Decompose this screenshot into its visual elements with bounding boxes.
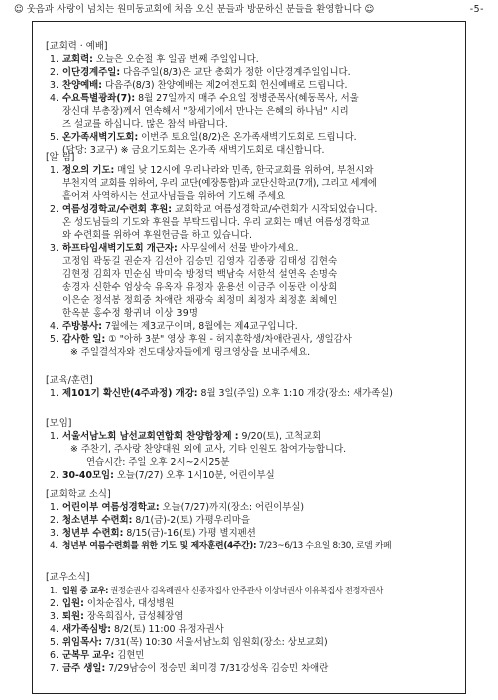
page-number: -5- (469, 4, 484, 15)
list-item: 2. 이단경계주일: 다음주일(8/3)은 교단 총회가 정한 이단경계주일입니다. (50, 67, 351, 78)
section-title: [교회학교 소식] (46, 489, 111, 500)
list-item: 4. 청년부 여름수련회를 위한 기도 및 제자훈련(4주간): 7/23~6/13 수요일 8:30, 로뎀 카페 (50, 541, 392, 551)
list-item: 1. 제101기 확신반(4주과정) 개강: 8월 3일(주일) 오후 1:10 개강(장소: 새가족실) (50, 388, 393, 399)
list-item-continued: 연습시간: 주일 오후 2시~2시25분 (86, 457, 230, 468)
attendee-names: 송경자 신한수 엄상숙 유옥자 유정자 윤용선 이금주 이동란 이상희 (62, 282, 338, 293)
list-item: 2. 입원: 이차순집사, 대성병원 (50, 598, 175, 609)
list-item-continued: 부천지역 교회를 위하여, 우리 교단(예장통합)과 교단신학교(7개), 그리고 세계에 (62, 178, 377, 189)
list-item: 3. 하프타임새벽기도회 개근자: 사무실에서 선물 받아가세요. (50, 243, 299, 254)
page-header (14, 3, 486, 17)
list-item: 4. 수요특별광좌(7): 8월 27일까지 매주 수요일 정병준목사(혜동목사, 서울 (50, 93, 359, 104)
list-item: 5. 온가족새벽기도회: 이번주 토요일(8/2)은 온가족새벽기도회로 드립니다. (50, 132, 357, 143)
list-item: 2. 여름성경학교/수련회 후원: 교회학교 여름성경학교/수련회가 시작되었습니다. (50, 204, 378, 215)
list-item: 3. 퇴원: 장옥희집사, 급성췌장염 (50, 611, 184, 622)
list-item: 2. 청소년부 수련회: 8/1(금)-2(토) 가평우리마을 (50, 515, 250, 526)
list-item: 1. 교회력: 오늘은 오순절 후 일곱 번째 주일입니다. (50, 54, 259, 65)
section-title: [교회력 · 예배] (46, 41, 108, 52)
list-item: 4. 새가족심방: 8/2(토) 11:00 유정자권사 (50, 624, 224, 635)
list-item-continued: ※ 주찬기, 주사랑 찬양대원 외에 교사, 기타 인원도 참여가능합니다. (70, 444, 347, 455)
attendee-names: 김현정 김희자 민순심 박미숙 방정덕 백남숙 서한석 설연옥 손명숙 (62, 269, 338, 280)
list-item-continued: (담당: 3교구) ※ 금요기도회는 온가족 새벽기도회로 대신합니다. (62, 145, 325, 156)
list-item: 2. 30-40모임: 오늘(7/27) 오후 1시10분, 어린이부실 (50, 470, 275, 481)
section-member-news (46, 571, 462, 675)
list-item: 5. 감사한 일: ① "아하 3분" 영상 후원 - 허지훈학생/차애란권사, 생일감사 (50, 334, 352, 345)
section-education (46, 374, 462, 400)
list-item: 3. 찬양예배: 다음주(8/3) 찬양예배는 제2여전도회 헌신예배로 드립니다. (50, 80, 348, 91)
list-item-continued: 온 성도님들의 기도와 후원을 부탁드립니다. 우리 교회는 매년 여름성경학교 (62, 217, 370, 228)
list-item: 1. 어린이부 여름성경학교: 오늘(7/27)까지(장소: 어린이부실) (50, 502, 304, 513)
list-item: 6. 군복무 교우: 김현민 (50, 650, 145, 661)
list-item: 1. 입원 중 교우: 권정순권사 김옥례권사 신종자집사 안주관사 이상녀권사 이유복집사 전정자권사 (50, 585, 383, 595)
section-title: [교우소식] (46, 572, 90, 583)
list-item-continued: 장신대 부총장)께서 연속해서 "창세기에서 만나는 은혜의 하나님" 시리 (62, 106, 349, 117)
list-item: 5. 위임목사: 7/31(목) 10:30 서울서남노회 임원회(장소: 상보교회) (50, 637, 328, 648)
list-item-continued: 즈 설교를 하십니다. 많은 참석 바랍니다. (62, 119, 228, 130)
attendee-names: 고정임 곽동길 권순자 김선아 김승민 김영자 김종광 김태성 김현숙 (62, 256, 338, 267)
list-item: 4. 주방봉사: 7월에는 제3교구이며, 8월에는 제4교구입니다. (50, 321, 298, 332)
section-title: [알 림] (46, 152, 75, 163)
list-item-continued: 와 수련회를 위하여 후원헌금을 하고 있습니다. (62, 230, 252, 241)
list-item-continued: ※ 주일결석자와 전도대상자들에게 링크영상을 보내주세요. (70, 347, 311, 358)
list-item: 1. 서울서남노회 남선교회연합회 찬양합창제 : 9/20(토), 고척교회 (50, 431, 322, 442)
attendee-names: 이은순 정석봉 정희중 차애란 채광숙 최정미 최정자 최정훈 최혜인 (62, 295, 338, 306)
list-item-continued: 흩어져 사역하시는 선교사님들을 위하여 기도해 주세요 (62, 191, 286, 202)
list-item: 1. 정오의 기도: 매일 낮 12시에 우리나라와 민족, 한국교회를 위하여, 부천시와 (50, 165, 374, 176)
welcome-banner: ☺ 웃음과 사랑이 넘치는 원미동교회에 처음 오신 분들과 방문하신 분들을 환영합니다 ☺ (14, 4, 375, 15)
list-item: 3. 청년부 수련회: 8/15(금)-16(토) 가평 별지펜션 (50, 528, 256, 539)
section-worship (46, 40, 462, 157)
section-title: [모임] (46, 418, 72, 429)
section-meetings (46, 417, 462, 482)
list-item: 7. 금주 생일: 7/29남승이 정승민 최미경 7/31강성옥 김승민 차애란 (50, 663, 329, 674)
section-notices (46, 151, 462, 359)
attendee-names: 한옥분 홍수정 황귀녀 이상 39명 (62, 308, 199, 319)
section-church-school (46, 488, 462, 553)
section-title: [교육/훈련] (46, 375, 93, 386)
